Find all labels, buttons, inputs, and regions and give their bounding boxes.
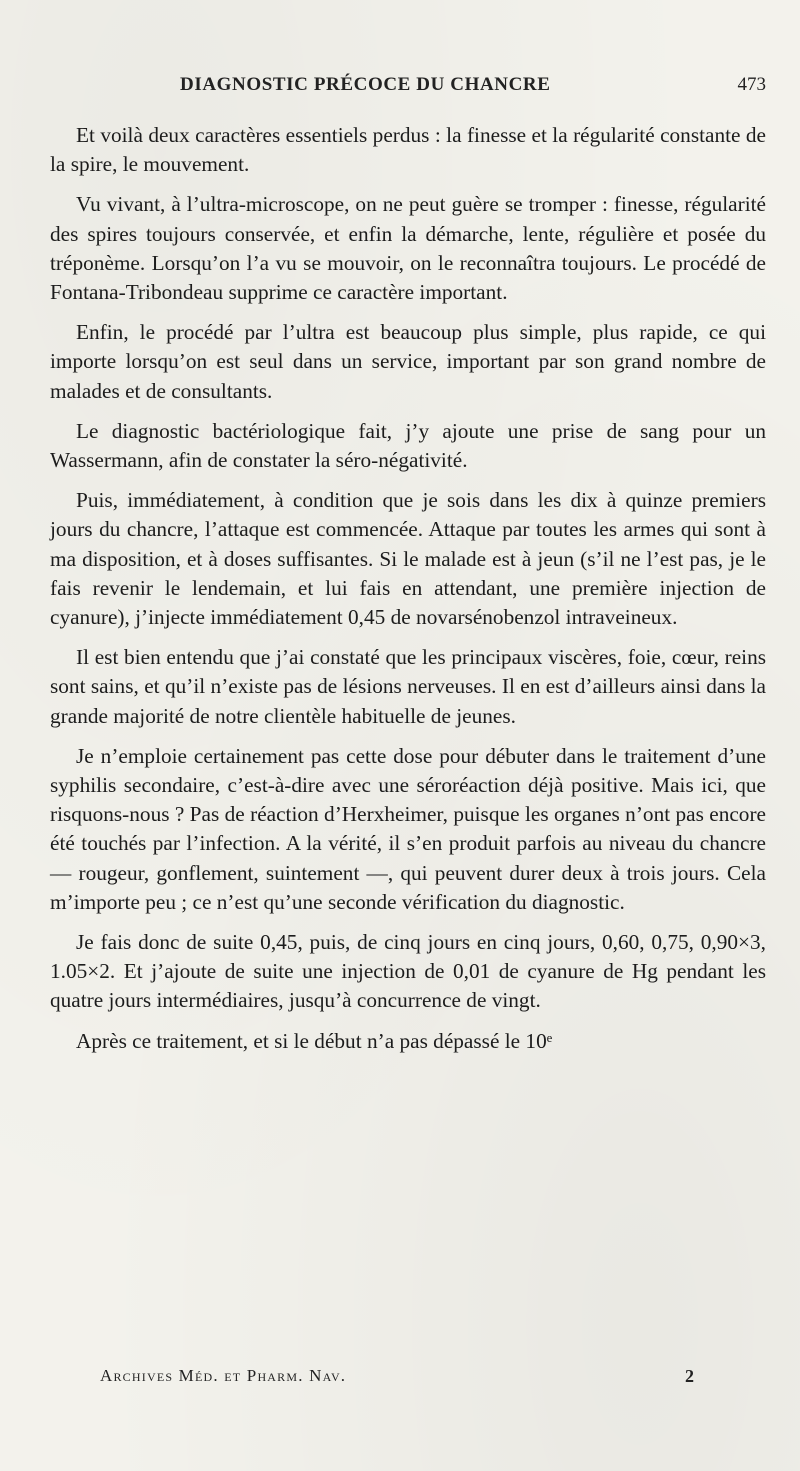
page-header [50,74,766,104]
paragraph: Je fais donc de suite 0,45, puis, de cinq jours en cinq jours, 0,60, 0,75, 0,90×3, 1.05×2. Et j’ajoute de suite une injection de 0,01 de cyanure de Hg pendant les quatre jours intermédiaires, jusqu’à concurrence de vingt. [50,930,766,1013]
page-footer [100,1366,694,1396]
page-number: 473 [737,74,766,95]
paragraph: Je n’emploie certainement pas cette dose pour débuter dans le traitement d’une syphilis secondaire, c’est-à-dire avec une séroréaction déjà positive. Mais ici, que risquons-nous ? Pas de réaction d’Herxheimer, puisque les organes n’ont pas encore été touchés par l’infection. A la vérité, il s’en produit parfois au niveau du chancre — rougeur, gonflement, suintement —, qui peuvent durer deux à trois jours. Cela m’importe peu ; ce n’est qu’une seconde vérification du diagnostic. [50,743,766,914]
paragraph: Puis, immédiatement, à condition que je sois dans les dix à quinze premiers jours du chancre, l’attaque est commencée. Attaque par toutes les armes qui sont à ma disposition, et à doses suffisantes. Si le malade est à jeun (s’il ne l’est pas, je le fais revenir le lendemain, et lui fais en attendant, une première injection de cyanure), j’injecte immédiatement 0,45 de novarsénobenzol intraveineux. [50,488,766,630]
paragraph: Et voilà deux caractères essentiels perdus : la finesse et la régularité constante de la spire, le mouvement. [50,123,766,177]
paragraph: Enfin, le procédé par l’ultra est beaucoup plus simple, plus rapide, ce qui importe lorsqu’on est seul dans un service, important par son grand nombre de malades et de consultants. [50,320,766,403]
running-title: DIAGNOSTIC PRÉCOCE DU CHANCRE [180,74,551,95]
paragraph: Le diagnostic bactériologique fait, j’y ajoute une prise de sang pour un Wassermann, afin de constater la séro-négativité. [50,418,766,473]
paragraph: Après ce traitement, et si le début n’a pas dépassé le 10ᵉ [76,1028,553,1053]
body-text [50,121,766,1067]
paragraph: Il est bien entendu que j’ai constaté que les principaux viscères, foie, cœur, reins sont sains, et qu’il n’existe pas de lésions nerveuses. Il en est d’ailleurs ainsi dans la grande majorité de notre clientèle habituelle de jeunes. [50,645,766,728]
paragraph: Vu vivant, à l’ultra-microscope, on ne peut guère se tromper : finesse, régularité des spires toujours conservée, et enfin la démarche, lente, régulière et posée du tréponème. Lorsqu’on l’a vu se mouvoir, on le reconnaîtra toujours. Le procédé de Fontana-Tribondeau supprime ce caractère important. [50,192,766,305]
journal-name: Archives Méd. et Pharm. Nav. [100,1366,347,1385]
signature-mark: 2 [685,1366,694,1386]
